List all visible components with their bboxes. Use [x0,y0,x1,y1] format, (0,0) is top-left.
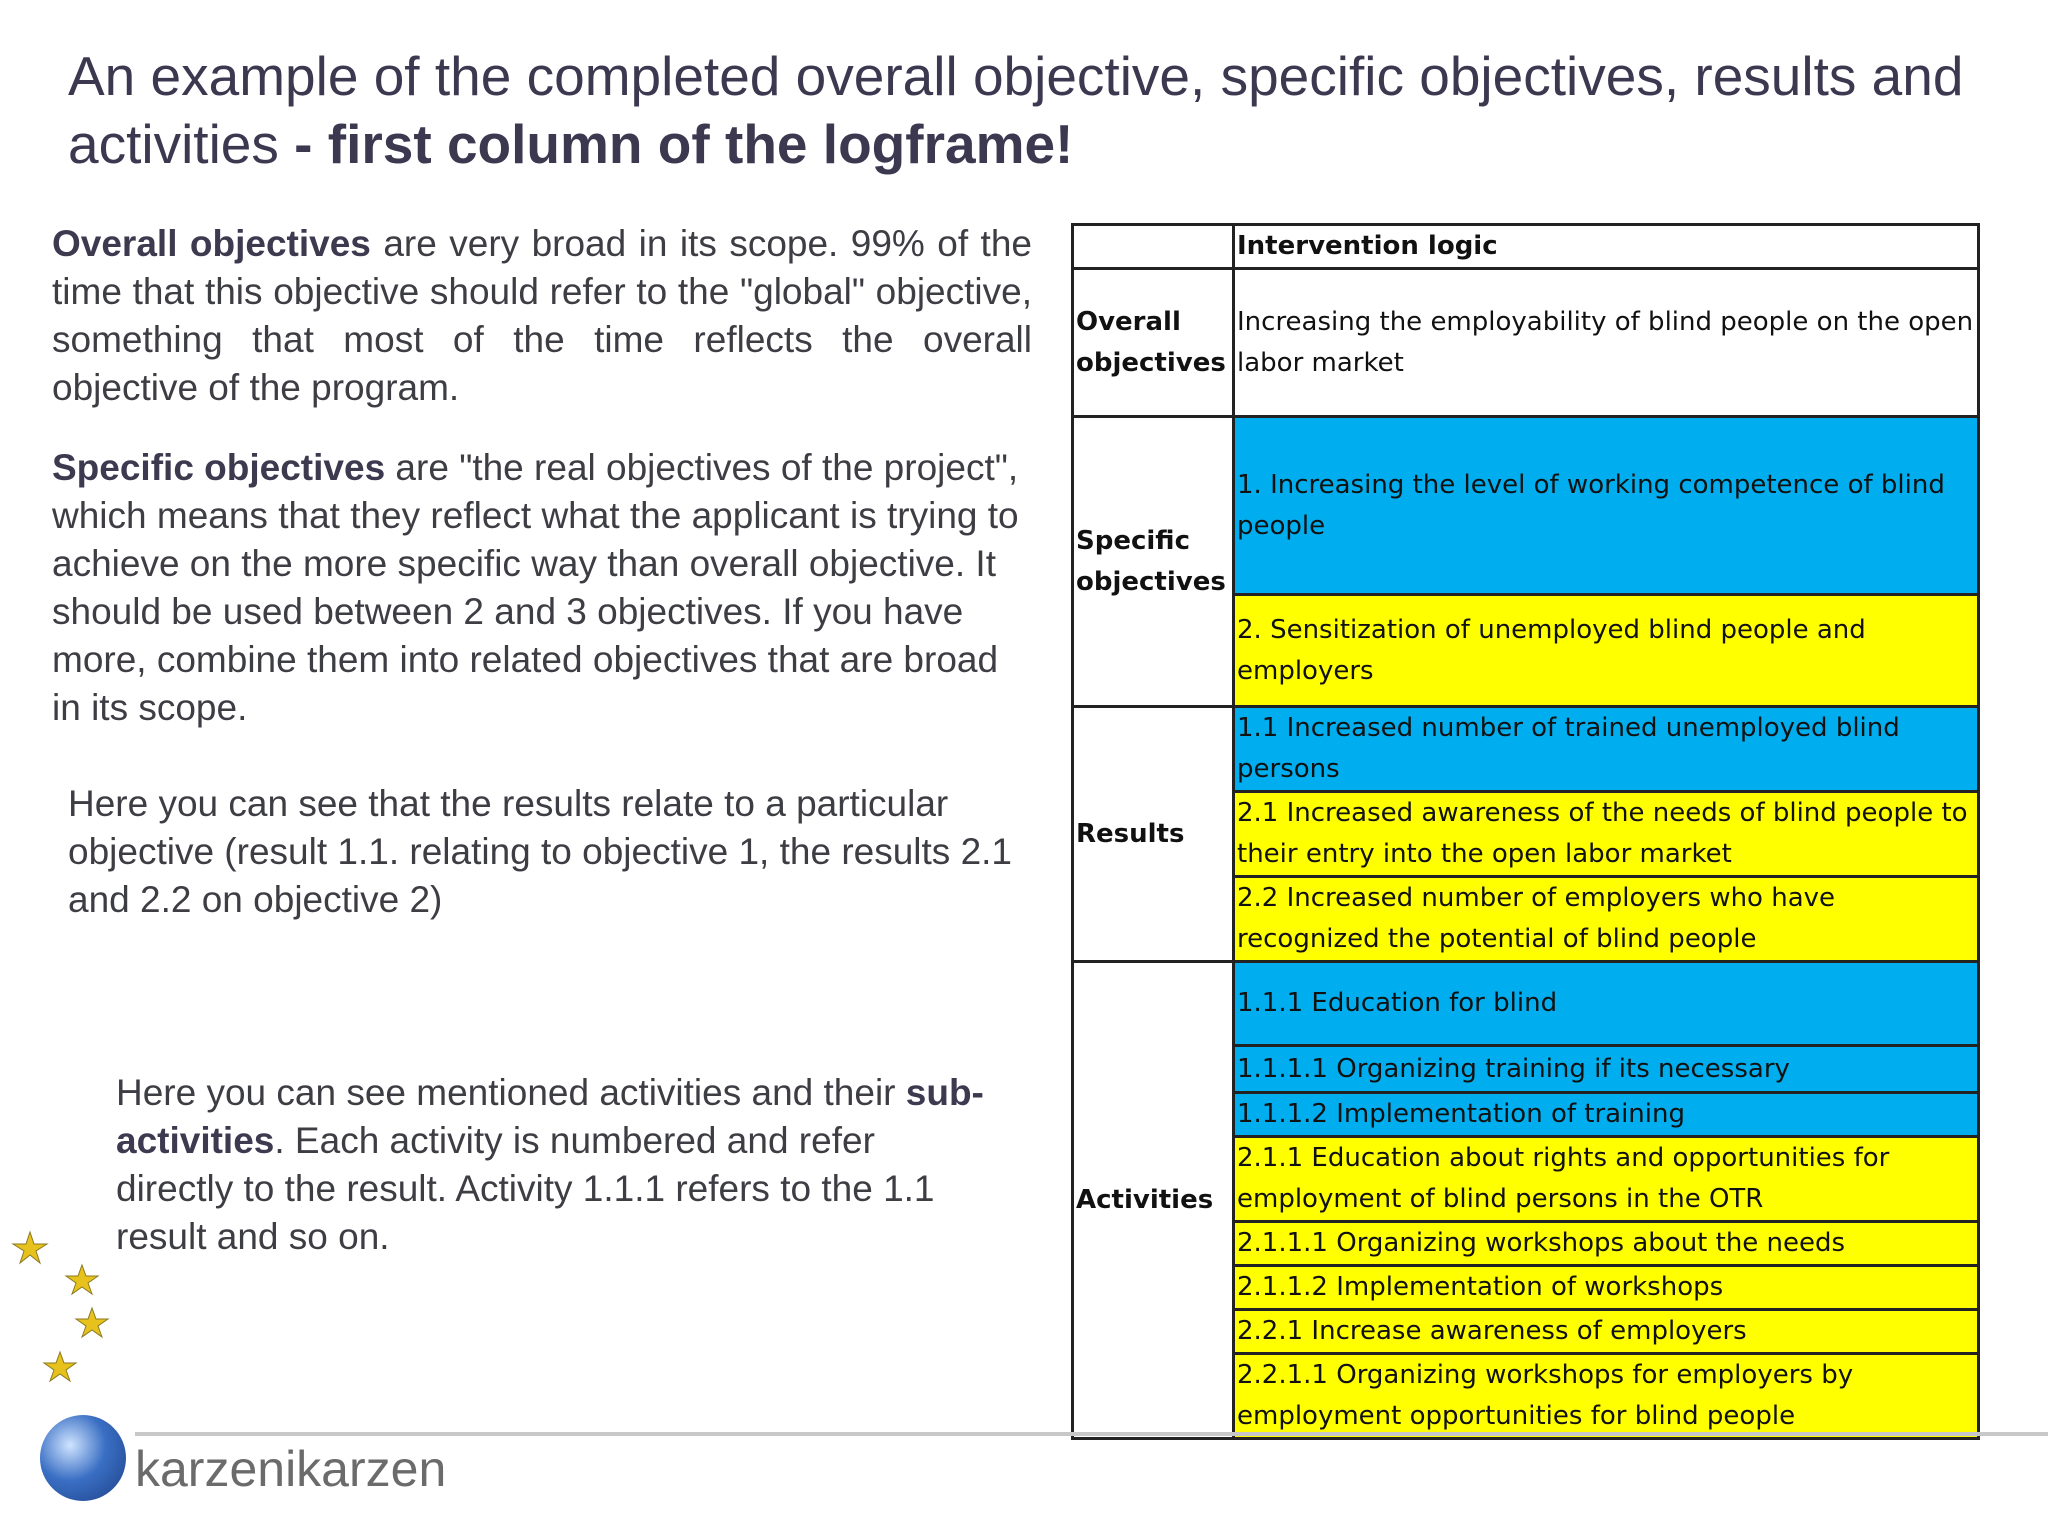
specific-objectives-label: Specific objectives [1073,417,1234,707]
star-icon [44,1352,76,1381]
star-icon [76,1308,108,1337]
results-label: Results [1073,707,1234,962]
result-cell-1: 1.1 Increased number of trained unemployed blind persons [1234,707,1979,792]
star-icon [13,1232,47,1263]
specific-objectives-text: are "the real objectives of the project", which means that they reflect what the applicant is trying to achieve on the more specific way than overall objective. It should be used between 2 and 3 objectives. If you have more, combine them into related objectives that are broad in its scope. [52,447,1019,728]
activities-text-2: . Each activity is numbered and refer directly to the result. Activity 1.1.1 refers to the 1.1 result and so on. [116,1120,935,1257]
specific-objective-row-1 [1073,417,1979,595]
overall-objectives-paragraph [52,220,1032,412]
activity-cell-7: 2.2.1 Increase awareness of employers [1234,1310,1979,1354]
result-cell-2: 2.1 Increased awareness of the needs of blind people to their entry into the open labor market [1234,792,1979,877]
results-text: Here you can see that the results relate to a particular objective (result 1.1. relating to objective 1, the results 2.1 and 2.2 on objective 2) [68,783,1013,920]
empty-corner-cell [1073,225,1234,269]
activity-cell-5: 2.1.1.1 Organizing workshops about the needs [1234,1222,1979,1266]
result-row-1 [1073,707,1979,792]
activity-cell-4: 2.1.1 Education about rights and opportunities for employment of blind persons in the OTR [1234,1137,1979,1222]
specific-objective-cell-2: 2. Sensitization of unemployed blind people and employers [1234,595,1979,707]
activity-cell-3: 1.1.1.2 Implementation of training [1234,1093,1979,1137]
result-cell-3: 2.2 Increased number of employers who have recognized the potential of blind people [1234,877,1979,962]
activity-cell-1: 1.1.1 Education for blind [1234,962,1979,1046]
footer-divider [135,1432,2048,1436]
slide-title-bold: - first column of the logframe! [278,113,1074,175]
activities-label: Activities [1073,962,1234,1439]
overall-objectives-term: Overall objectives [52,223,371,264]
activities-text-1: Here you can see mentioned activities and their [116,1072,906,1113]
activities-paragraph [116,1069,996,1261]
overall-objectives-label: Overall objectives [1073,269,1234,417]
activity-row-1 [1073,962,1979,1046]
globe-logo-icon [40,1415,126,1501]
star-icon [66,1265,98,1294]
slide-title-normal: An example of the completed overall objective, specific objectives, results and activities [68,45,1964,175]
logframe-table [1071,223,1980,1440]
intervention-logic-header: Intervention logic [1234,225,1979,269]
specific-objectives-term: Specific objectives [52,447,386,488]
logo-text: karzenikarzen [135,1441,447,1497]
activity-cell-2: 1.1.1.1 Organizing training if its necessary [1234,1046,1979,1093]
sub-activities-term: sub-activities [116,1072,984,1161]
overall-objective-cell: Increasing the employability of blind people on the open labor market [1234,269,1979,417]
slide-title [68,42,1968,178]
activity-cell-6: 2.1.1.2 Implementation of workshops [1234,1266,1979,1310]
overall-objectives-row [1073,269,1979,417]
table-header-row [1073,225,1979,269]
activity-cell-8: 2.2.1.1 Organizing workshops for employers by employment opportunities for blind people [1234,1354,1979,1439]
overall-objectives-text: are very broad in its scope. 99% of the time that this objective should refer to the "global" objective, something that most of the time reflects the overall objective of the program. [52,223,1032,408]
specific-objectives-paragraph [52,444,1032,732]
eu-stars-decoration [0,1220,130,1400]
results-paragraph [68,780,1028,924]
specific-objective-cell-1: 1. Increasing the level of working competence of blind people [1234,417,1979,595]
